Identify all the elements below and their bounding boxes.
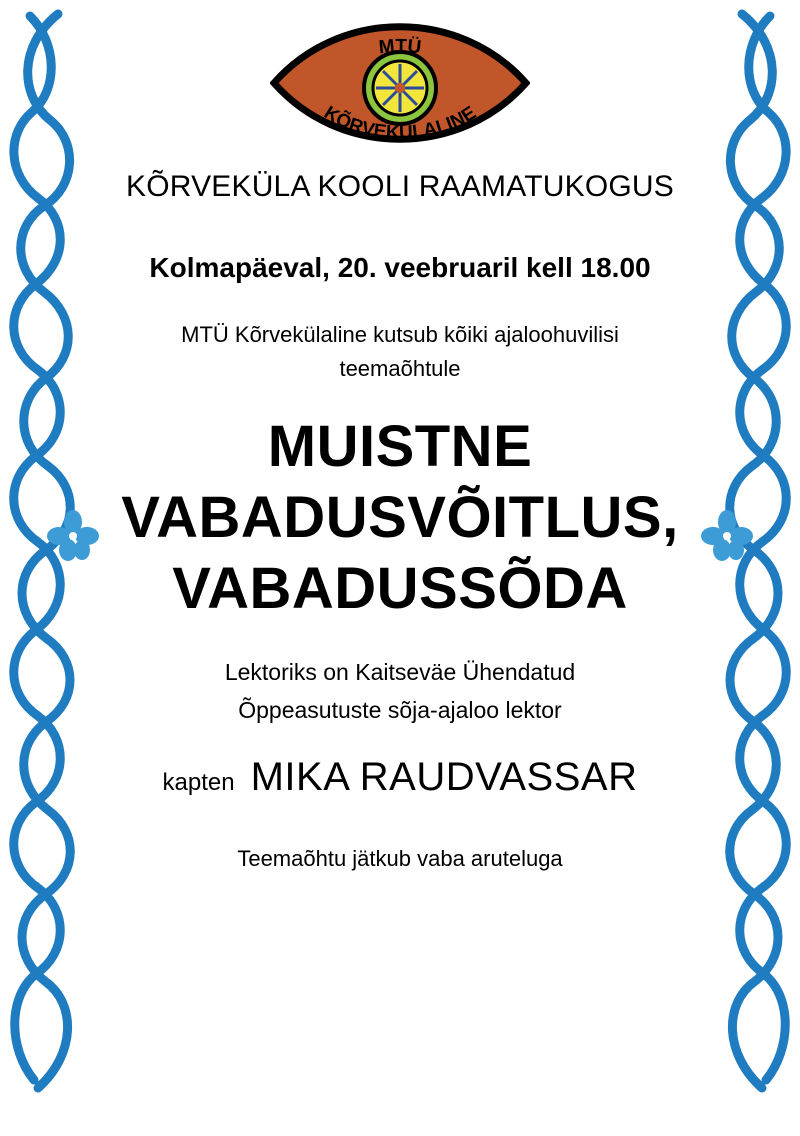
datetime-line: Kolmapäeval, 20. veebruaril kell 18.00 (149, 252, 651, 283)
lecturer-block (90, 654, 710, 729)
right-border-ornament (710, 0, 800, 1131)
footer-line: Teemaõhtu jätkub vaba aruteluga (237, 845, 563, 871)
invitation-line-2: teemaõhtule (339, 356, 461, 382)
lecturer-line-2: Õppeasutuste sõja-ajaloo lektor (238, 696, 562, 723)
invitation-block (90, 318, 710, 386)
logo-bottom-text: KÕRVEKÜLALINE (320, 102, 480, 144)
venue-line: KÕRVEKÜLA KOOLI RAAMATUKOGUS (126, 170, 674, 203)
speaker-block (90, 755, 710, 800)
speaker-name: MIKA RAUDVASSAR (250, 754, 638, 799)
speaker-rank: kapten (162, 768, 235, 796)
title-line-1: MUISTNE (267, 414, 533, 480)
title-line-2: VABADUSVÕITLUS, (121, 484, 679, 550)
left-border-ornament (0, 0, 90, 1131)
title-line-3: VABADUSSÕDA (172, 555, 628, 621)
invitation-line-1: MTÜ Kõrvekülaline kutsub kõiki ajaloohuvilisi (181, 322, 619, 347)
logo-top-text: MTÜ (377, 35, 423, 59)
organization-logo (270, 18, 530, 148)
page-title (90, 412, 710, 624)
lecturer-line-1: Lektoriks on Kaitseväe Ühendatud (224, 659, 576, 686)
poster-content (90, 170, 710, 872)
